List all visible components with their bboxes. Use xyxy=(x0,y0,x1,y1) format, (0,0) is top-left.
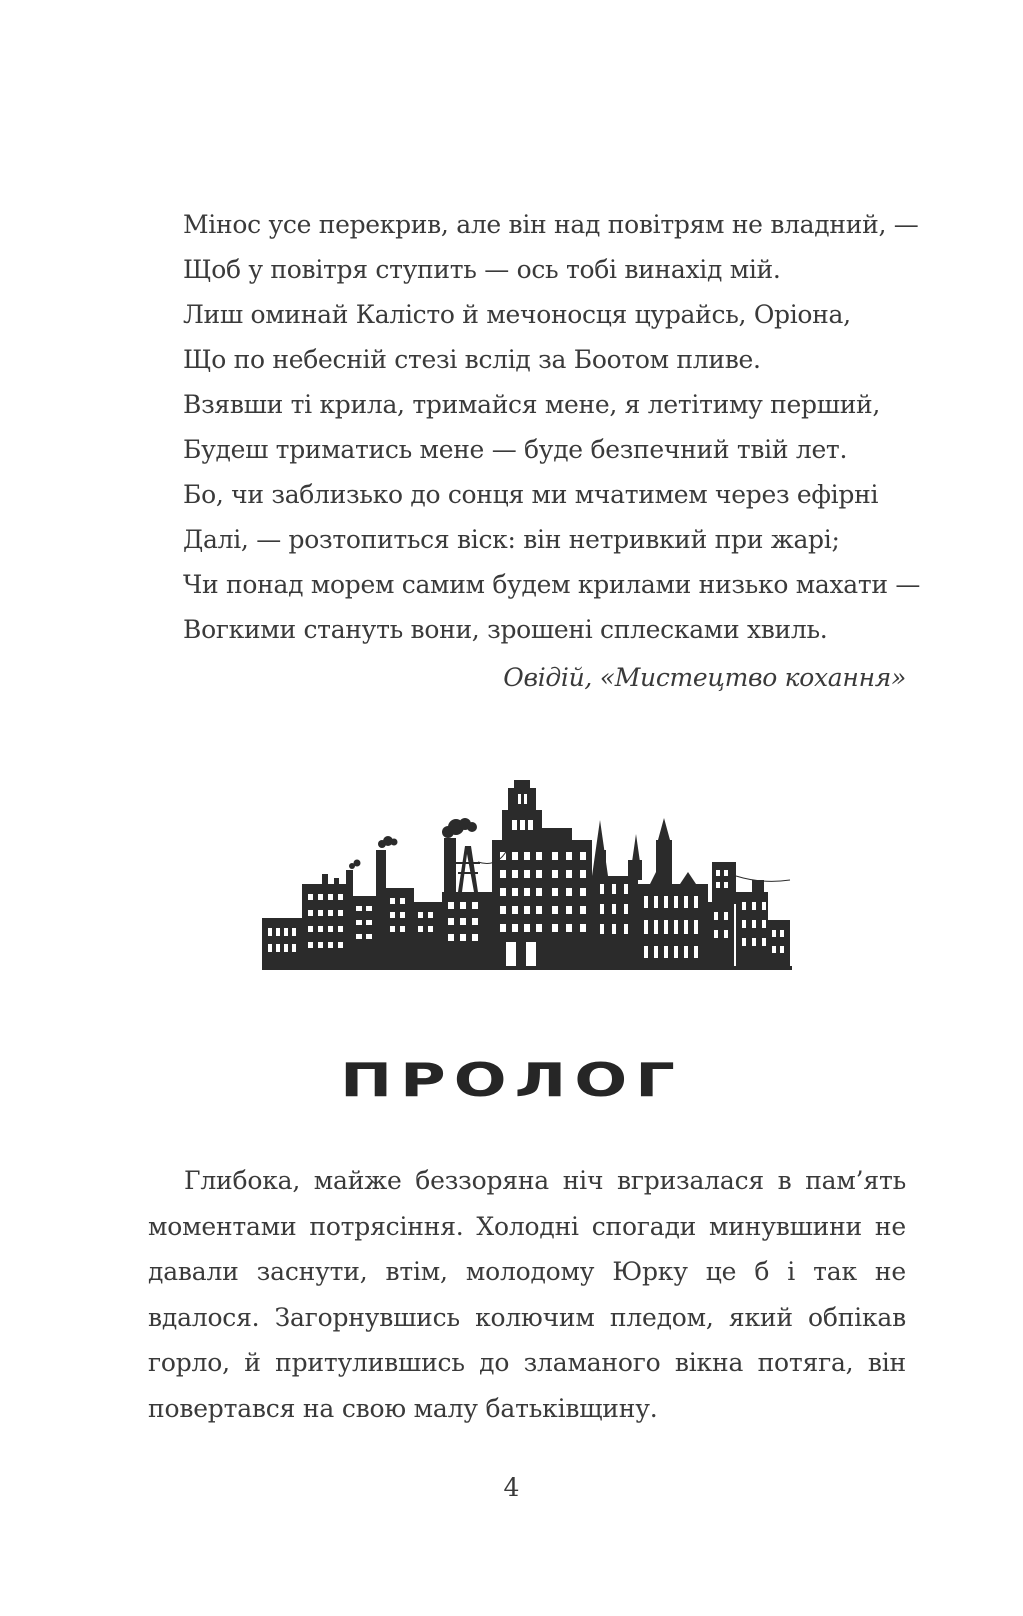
poem-line: Мінос усе перекрив, але він над повітрям не владний, — xyxy=(183,210,919,239)
chapter-title: ПРОЛОГ xyxy=(340,1053,683,1107)
poem-line: Що по небесній стезі вслід за Боотом пливе. xyxy=(183,345,761,374)
poem-line: Щоб у повітря ступить — ось тобі винахід мій. xyxy=(183,255,781,284)
poem-line: Вогкими стануть вони, зрошені сплесками хвиль. xyxy=(183,615,828,644)
poem-line: Взявши ті крила, тримайся мене, я летітиму перший, xyxy=(183,390,881,419)
poem-line: Далі, — розтопиться віск: він нетривкий при жарі; xyxy=(183,525,840,554)
paragraph: Глибока, майже беззоряна ніч вгризалася в пам’ять моментами потрясіння. Холодні спогади минувшини не давали заснути, втім, молодому Юрку це б і так не вдалося. Загорнувшись колючим пледом, який обпікав горло, й притулившись до зламаного вікна потяга, він повертався на свою малу батьківщину. xyxy=(148,1166,906,1423)
page-number: 4 xyxy=(503,1473,520,1502)
prologue-text xyxy=(148,1158,906,1431)
poem-line: Чи понад морем самим будем крилами низько махати — xyxy=(183,570,921,599)
epigraph-attribution: Овідій, «Мистецтво кохання» xyxy=(503,663,906,692)
poem-line: Лиш оминай Калісто й мечоносця цурайсь, Оріона, xyxy=(183,300,851,329)
city-skyline-icon xyxy=(262,780,792,976)
epigraph-poem xyxy=(183,202,921,652)
poem-line: Будеш триматись мене — буде безпечний твій лет. xyxy=(183,435,848,464)
poem-line: Бо, чи заблизько до сонця ми мчатимем через ефірні xyxy=(183,480,879,509)
